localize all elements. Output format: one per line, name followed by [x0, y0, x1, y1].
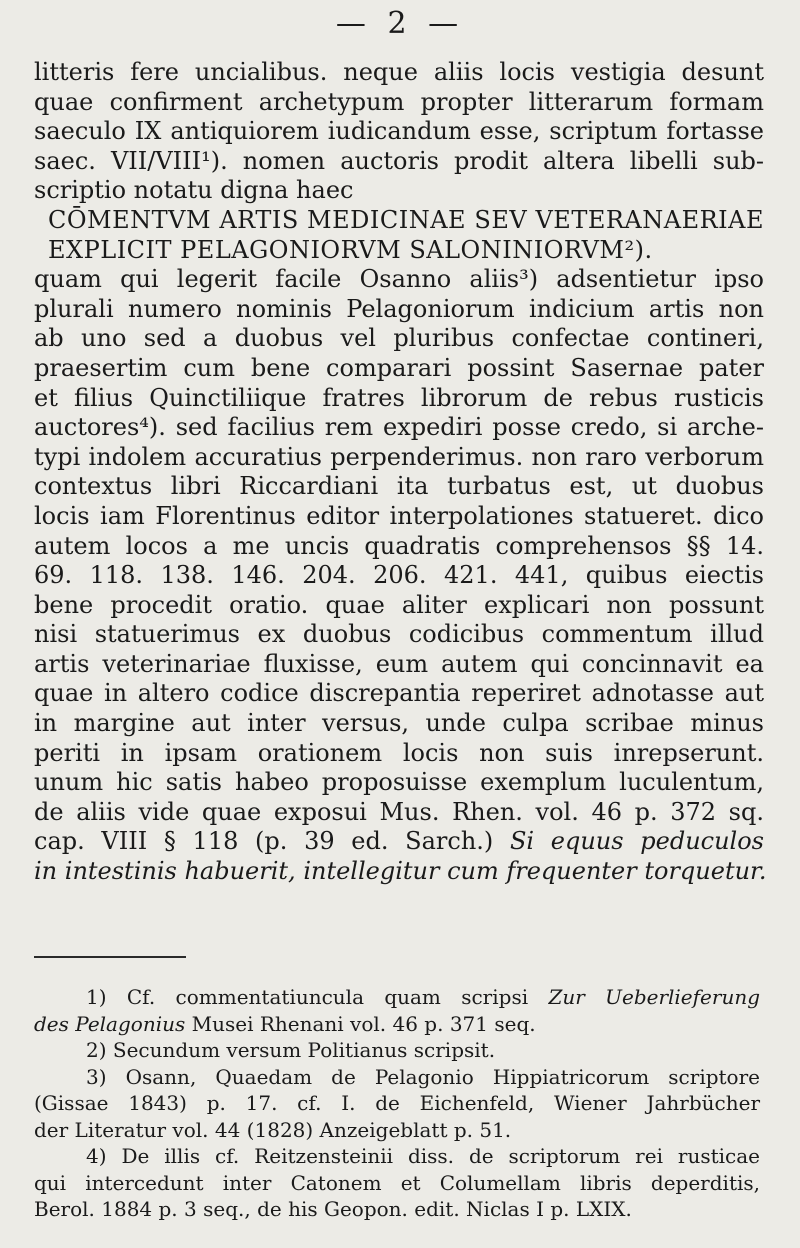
footnote-3: 3) Osann, Quaedam de Pelagonio Hippiatricorum scriptore	[86, 1064, 760, 1089]
text-line: typi indolem accuratius perpenderimus. non raro verborum	[34, 442, 764, 471]
text-line: autem locos a me uncis quadratis comprehensos §§ 14.	[34, 531, 764, 560]
text-line: plurali numero nominis Pelagoniorum indicium artis non	[34, 294, 764, 323]
text-line: periti in ipsam orationem locis non suis inrepserunt.	[34, 738, 764, 767]
text-line: quae in altero codice discrepantia reperiret adnotasse aut	[34, 679, 764, 708]
text-line: et filius Quinctiliique fratres librorum de rebus rusticis	[34, 383, 764, 412]
footnote-3-cont: (Gissae 1843) p. 17. cf. I. de Eichenfeld, Wiener Jahrbücher	[34, 1091, 760, 1115]
main-text	[34, 58, 767, 887]
text-line: saec. VII/VIII¹). nomen auctoris prodit altera libelli sub-	[34, 146, 764, 175]
text-line: auctores⁴). sed facilius rem expediri posse credo, si arche-	[34, 413, 764, 442]
text-line: praesertim cum bene comparari possint Sasernae pater	[34, 353, 764, 382]
text-line: contextus libri Riccardiani ita turbatus est, ut duobus	[34, 472, 764, 501]
subscription-line: CŌMENTVM ARTIS MEDICINAE SEV VETERANAERIAE	[48, 205, 764, 234]
footnote-title-italic: des Pelagonius	[34, 1011, 186, 1036]
quotation-italic: in intestinis habuerit,	[34, 857, 296, 886]
quotation-italic: intellegitur cum frequenter torquetur.	[303, 857, 767, 886]
text-line: 69. 118. 138. 146. 204. 206. 421. 441, quibus eiectis	[34, 561, 764, 590]
footnote-1-cont	[34, 1011, 760, 1038]
text-line: quae confirment archetypum propter litterarum formam	[34, 87, 764, 116]
text-line: litteris fere uncialibus. neque aliis locis vestigia desunt	[34, 58, 764, 86]
footnote-separator	[34, 956, 186, 958]
subscription-line: EXPLICIT PELAGONIORVM SALONINIORVM²).	[48, 235, 653, 264]
footnote-3-cont: der Literatur vol. 44 (1828) Anzeigeblatt p. 51.	[34, 1117, 512, 1142]
text-line: de aliis vide quae exposui Mus. Rhen. vol. 46 p. 372 sq.	[34, 797, 764, 826]
text-line: artis veterinariae fluxisse, eum autem qui concinnavit ea	[34, 649, 764, 678]
text-line	[34, 827, 764, 857]
footnote-text: Musei Rhenani vol. 46 p. 371 seq.	[191, 1011, 536, 1036]
text-line: unum hic satis habeo proposuisse exemplum luculentum,	[34, 768, 764, 797]
text-line: scriptio notatu digna haec	[34, 176, 354, 205]
text-line: locis iam Florentinus editor interpolationes statueret. dico	[34, 501, 764, 530]
text-line: quam qui legerit facile Osanno aliis³) adsentietur ipso	[34, 265, 764, 294]
quotation-italic: Si equus peduculos	[509, 827, 764, 856]
footnote-4: 4) De illis cf. Reitzensteinii diss. de scriptorum rei rusticae	[86, 1144, 760, 1168]
text-line: saeculo IX antiquiorem iudicandum esse, scriptum fortasse	[34, 117, 764, 146]
footnote-text: 1) Cf. commentatiuncula quam scripsi	[86, 985, 529, 1009]
text-line: bene procedit oratio. quae aliter explicari non possunt	[34, 590, 764, 619]
text-line	[34, 857, 767, 887]
footnote-4-cont: Berol. 1884 p. 3 seq., de his Geopon. edit. Niclas I p. LXIX.	[34, 1197, 632, 1221]
text-line: ab uno sed a duobus vel pluribus confectae contineri,	[34, 324, 764, 353]
text-line: nisi statuerimus ex duobus codicibus commentum illud	[34, 620, 764, 649]
citation-text: cap. VIII § 118 (p. 39 ed. Sarch.)	[34, 827, 494, 856]
footnote-2: 2) Secundum versum Politianus scripsit.	[86, 1038, 496, 1062]
footnote-title-italic: Zur Ueberlieferung	[548, 985, 761, 1009]
footnote-4-cont: qui intercedunt inter Catonem et Columellam libris deperditis,	[34, 1170, 760, 1195]
text-line: in margine aut inter versus, unde culpa scribae minus	[34, 709, 764, 738]
footnote-1	[34, 984, 760, 1011]
page-number: — 2 —	[335, 6, 465, 41]
footnotes	[34, 984, 760, 1223]
